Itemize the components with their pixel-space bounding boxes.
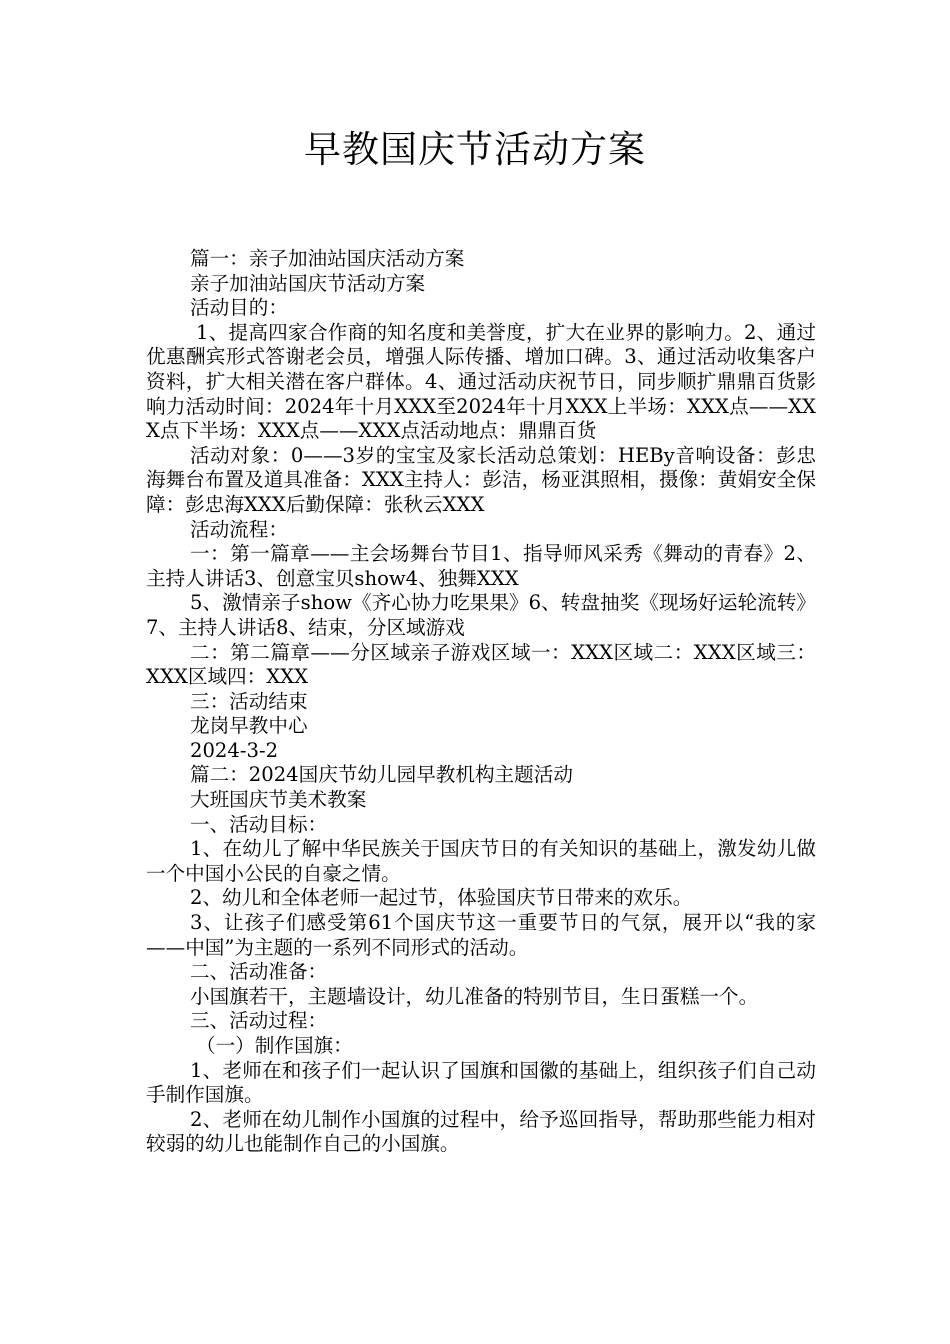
document-title: 早教国庆节活动方案 xyxy=(304,128,646,171)
paragraph: 一：第一篇章——主会场舞台节目1、指导师风采秀《舞动的青春》2、主持人讲话3、创意宝贝show4、独舞XXX xyxy=(146,542,816,590)
paragraph: 二、活动准备： xyxy=(190,960,328,984)
paragraph: 大班国庆节美术教案 xyxy=(190,788,367,812)
paragraph: 3、让孩子们感受第61个国庆节这一重要节日的气氛，展开以“我的家——中国”为主题的一系列不同形式的活动。 xyxy=(146,911,816,959)
paragraph: 2、老师在幼儿制作小国旗的过程中，给予巡回指导，帮助那些能力相对较弱的幼儿也能制作自己的小国旗。 xyxy=(146,1107,816,1156)
document-body xyxy=(146,247,816,1157)
paragraph: （一）制作国旗： xyxy=(196,1034,353,1057)
paragraph: 活动对象：0——3岁的宝宝及家长活动总策划：HEBy音响设备：彭忠海舞台布置及道具准备：XXX主持人：彭洁，杨亚淇照相，摄像：黄娟安全保障：彭忠海XXX后勤保障：张秋云XXX xyxy=(146,443,816,516)
paragraph: 一、活动目标： xyxy=(190,812,328,836)
paragraph: 1、提高四家合作商的知名度和美誉度，扩大在业界的影响力。2、通过优惠酬宾形式答谢老会员，增强人际传播、增加口碑。3、通过活动收集客户资料，扩大相关潜在客户群体。4、通过活动庆祝节日，同步顺扩鼎鼎百货影响力活动时间：2024年十月XXX至2024年十月XXX上半场：XXX点——XXX点下半场：XXX点——XXX点活动地点：鼎鼎百货 xyxy=(146,320,816,443)
paragraph: 1、老师在和孩子们一起认识了国旗和国徽的基础上，组织孩子们自己动手制作国旗。 xyxy=(146,1058,816,1107)
paragraph: 亲子加油站国庆节活动方案 xyxy=(190,271,426,295)
paragraph: 三、活动过程： xyxy=(190,1009,328,1033)
paragraph: 2、幼儿和全体老师一起过节，体验国庆节日带来的欢乐。 xyxy=(190,886,693,910)
paragraph: 活动目的： xyxy=(190,296,288,320)
paragraph: 5、激情亲子show《齐心协力吃果果》6、转盘抽奖《现场好运轮流转》7、主持人讲话8、结束，分区域游戏 xyxy=(146,591,816,639)
paragraph: 篇二：2024国庆节幼儿园早教机构主题活动 xyxy=(190,763,573,787)
paragraph: 2024-3-2 xyxy=(190,738,279,762)
paragraph: 活动流程： xyxy=(190,517,288,541)
paragraph: 篇一：亲子加油站国庆活动方案 xyxy=(190,247,465,270)
paragraph: 二：第二篇章——分区域亲子游戏区域一：XXX区域二：XXX区域三：XXX区域四：XXX xyxy=(146,640,816,689)
paragraph: 1、在幼儿了解中华民族关于国庆节日的有关知识的基础上，激发幼儿做一个中国小公民的自豪之情。 xyxy=(146,837,816,885)
paragraph: 龙岗早教中心 xyxy=(190,714,308,738)
paragraph: 三：活动结束 xyxy=(190,689,308,713)
paragraph: 小国旗若干，主题墙设计，幼儿准备的特别节目，生日蛋糕一个。 xyxy=(190,984,759,1008)
